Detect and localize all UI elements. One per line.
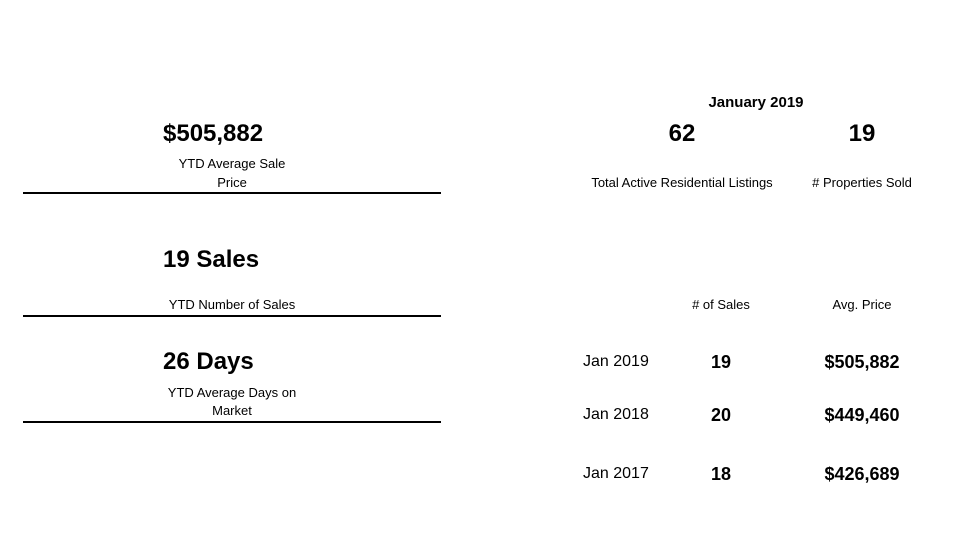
ytd-avg-price-label-line2: Price [217, 175, 247, 190]
properties-sold-label: # Properties Sold [812, 175, 912, 190]
table-row-sales: 18 [710, 464, 732, 484]
ytd-days-label-line1: YTD Average Days on [167, 385, 297, 400]
table-row-period: Jan 2019 [583, 353, 649, 370]
divider [23, 315, 441, 317]
properties-sold-value: 19 [848, 120, 876, 147]
divider [23, 421, 441, 423]
ytd-sales-value: 19 Sales [163, 246, 260, 273]
table-header-sales: # of Sales [692, 297, 750, 312]
table-row-price: $426,689 [824, 464, 900, 484]
ytd-sales-label: YTD Number of Sales [168, 297, 296, 312]
table-row-price: $505,882 [824, 352, 900, 372]
table-row-period: Jan 2017 [583, 465, 649, 482]
active-listings-value: 62 [668, 120, 696, 147]
ytd-avg-price-label-line1: YTD Average Sale [178, 156, 286, 171]
ytd-avg-price-value: $505,882 [163, 120, 264, 147]
month-title: January 2019 [708, 94, 804, 111]
ytd-days-label-line2: Market [212, 403, 252, 418]
table-row-price: $449,460 [824, 405, 900, 425]
divider [23, 192, 441, 194]
table-header-price: Avg. Price [832, 297, 892, 312]
table-row-sales: 19 [710, 352, 732, 372]
ytd-days-value: 26 Days [163, 348, 254, 375]
active-listings-label: Total Active Residential Listings [591, 175, 773, 190]
table-row-sales: 20 [710, 405, 732, 425]
table-row-period: Jan 2018 [583, 406, 649, 423]
